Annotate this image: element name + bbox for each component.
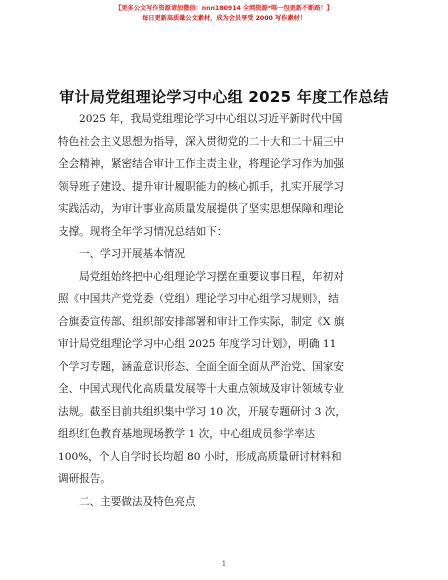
paragraph-line: 100%，个人自学时长均超 80 小时，形成高质量研讨材料和 [58, 450, 342, 463]
paragraph-line: 实践活动，为审计事业高质量发展提供了坚实思想保障和理论 [58, 203, 345, 215]
paragraph-line: 调研报告。 [58, 473, 111, 485]
paragraph-line: 合旗委宣传部、组织部安排部署和审计工作实际，制定《X 旗 [58, 315, 345, 328]
paragraph-line: 全、中国式现代化高质量发展等十大重点领域及审计领域专业 [58, 383, 345, 395]
paragraph-line: 支撑。现将全年学习情况总结如下： [58, 225, 228, 238]
paragraph-line: 2025 年，我局党组理论学习中心组以习近平新时代中国 [79, 113, 343, 125]
promo-banner-line-1: 【更多公文写作资源请加微信：nnn180914 全网资源*唯一包更新不断路！】 [115, 5, 333, 12]
paragraph-line: 照《中国共产党党委（党组）理论学习中心组学习规则》，结 [58, 293, 339, 305]
paragraph-line: 法规。截至目前共组织集中学习 10 次，开展专题研讨 3 次， [58, 405, 346, 418]
paragraph-line: 组织红色教育基地现场教学 1 次，中心组成员参学率达 [58, 428, 316, 440]
document-title: 审计局党组理论学习中心组 2025 年度工作总结 [59, 88, 389, 106]
paragraph-line: 特色社会主义思想为指导，深入贯彻党的二十大和二十届三中 [58, 135, 345, 148]
paragraph-line: 局党组始终把中心组理论学习摆在重要议事日程，年初对 [79, 270, 344, 283]
section-heading: 二、主要做法及特色亮点 [79, 495, 196, 508]
paragraph-line: 审计局党组理论学习中心组 2025 年度学习计划》，明确 11 [58, 338, 337, 350]
paragraph-line: 个学习专题，涵盖意识形态、全面全面全面从严治党、国家安 [58, 360, 345, 373]
promo-banner [0, 4, 448, 24]
section-heading: 一、学习开展基本情况 [79, 248, 185, 260]
promo-banner-line-2: 每日更新高质量公文素材，成为会员享受 2000 写作素材！ [142, 15, 306, 22]
paragraph-line: 全会精神，紧密结合审计工作主责主业，将理论学习作为加强 [58, 158, 345, 170]
page-number: 1 [221, 560, 227, 568]
paragraph-line: 领导班子建设、提升审计履职能力的核心抓手，扎实开展学习 [58, 180, 345, 193]
document-body [58, 108, 388, 513]
